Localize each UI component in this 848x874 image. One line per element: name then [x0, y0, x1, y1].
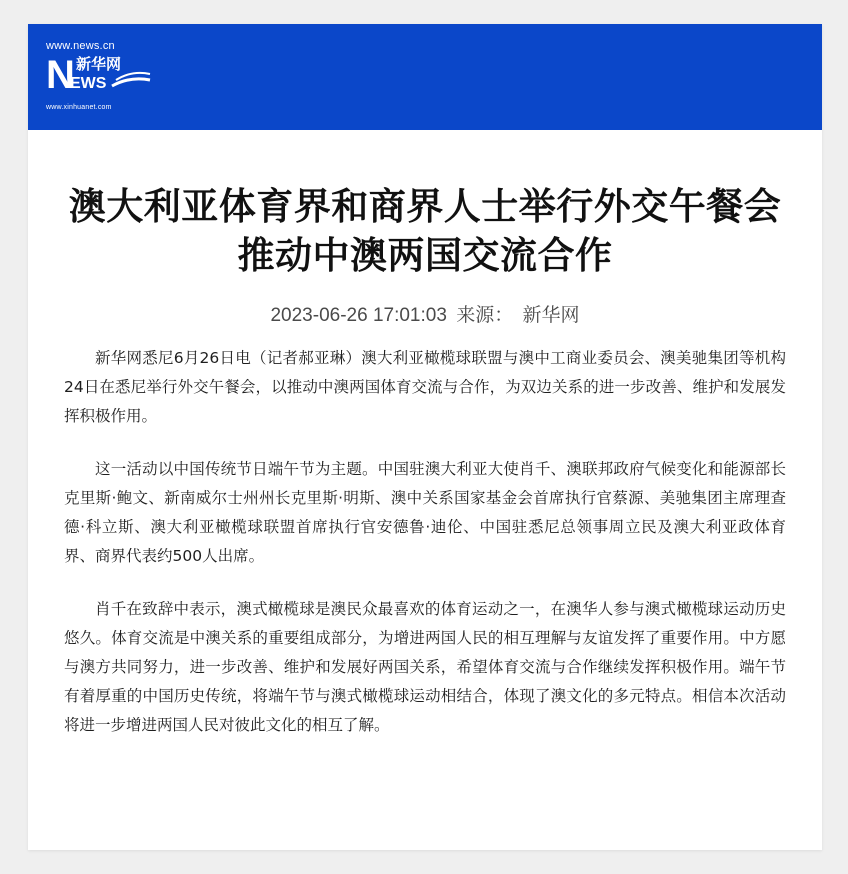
paragraph: 新华网悉尼6月26日电（记者郝亚琳）澳大利亚橄榄球联盟与澳中工商业委员会、澳美驰集团等机构24日在悉尼举行外交午餐会，以推动中澳两国体育交流与合作，为双边关系的进一步改善、维护和发展发挥积极作用。	[64, 349, 786, 425]
article-body	[64, 344, 786, 764]
article-page	[28, 24, 822, 850]
paragraph: 这一活动以中国传统节日端午节为主题。中国驻澳大利亚大使肖千、澳联邦政府气候变化和能源部长克里斯·鲍文、新南威尔士州州长克里斯·明斯、澳中关系国家基金会首席执行官蔡源、美驰集团主席理查德·科立斯、澳大利亚橄榄球联盟首席执行官安德鲁·迪伦、中国驻悉尼总领事周立民及澳大利亚政体育界、商界代表约500人出席。	[64, 460, 786, 565]
logo-brand: 新华网	[76, 55, 122, 73]
title-line-2: 推动中澳两国交流合作	[237, 234, 613, 277]
logo-letters-initial: N	[46, 54, 75, 97]
article-title	[28, 182, 822, 280]
logo-subtitle: www.xinhuanet.com	[46, 104, 112, 111]
logo-url: www.news.cn	[46, 40, 115, 52]
paragraph: 肖千在致辞中表示，澳式橄榄球是澳民众最喜欢的体育运动之一，在澳华人参与澳式橄榄球运动历史悠久。体育交流是中澳关系的重要组成部分，为增进两国人民的相互理解与友谊发挥了重要作用。中方愿与澳方共同努力，进一步改善、维护和发展好两国关系，希望体育交流与合作继续发挥积极作用。端午节有着厚重的中国历史传统，将端午节与澳式橄榄球运动相结合，体现了澳文化的多元特点。相信本次活动将进一步增进两国人民对彼此文化的相互了解。	[64, 600, 786, 734]
publish-datetime: 2023-06-26 17:01:03	[270, 305, 447, 326]
logo-letters-rest: EWS	[70, 75, 107, 92]
xinhua-logo[interactable]	[46, 40, 166, 120]
source-label: 来源：	[456, 305, 514, 326]
title-line-1: 澳大利亚体育界和商界人士举行外交午餐会	[68, 185, 782, 228]
news-logo-icon	[46, 54, 166, 104]
source-name[interactable]: 新华网	[522, 305, 580, 326]
site-header	[28, 24, 822, 130]
article-meta	[28, 300, 822, 327]
